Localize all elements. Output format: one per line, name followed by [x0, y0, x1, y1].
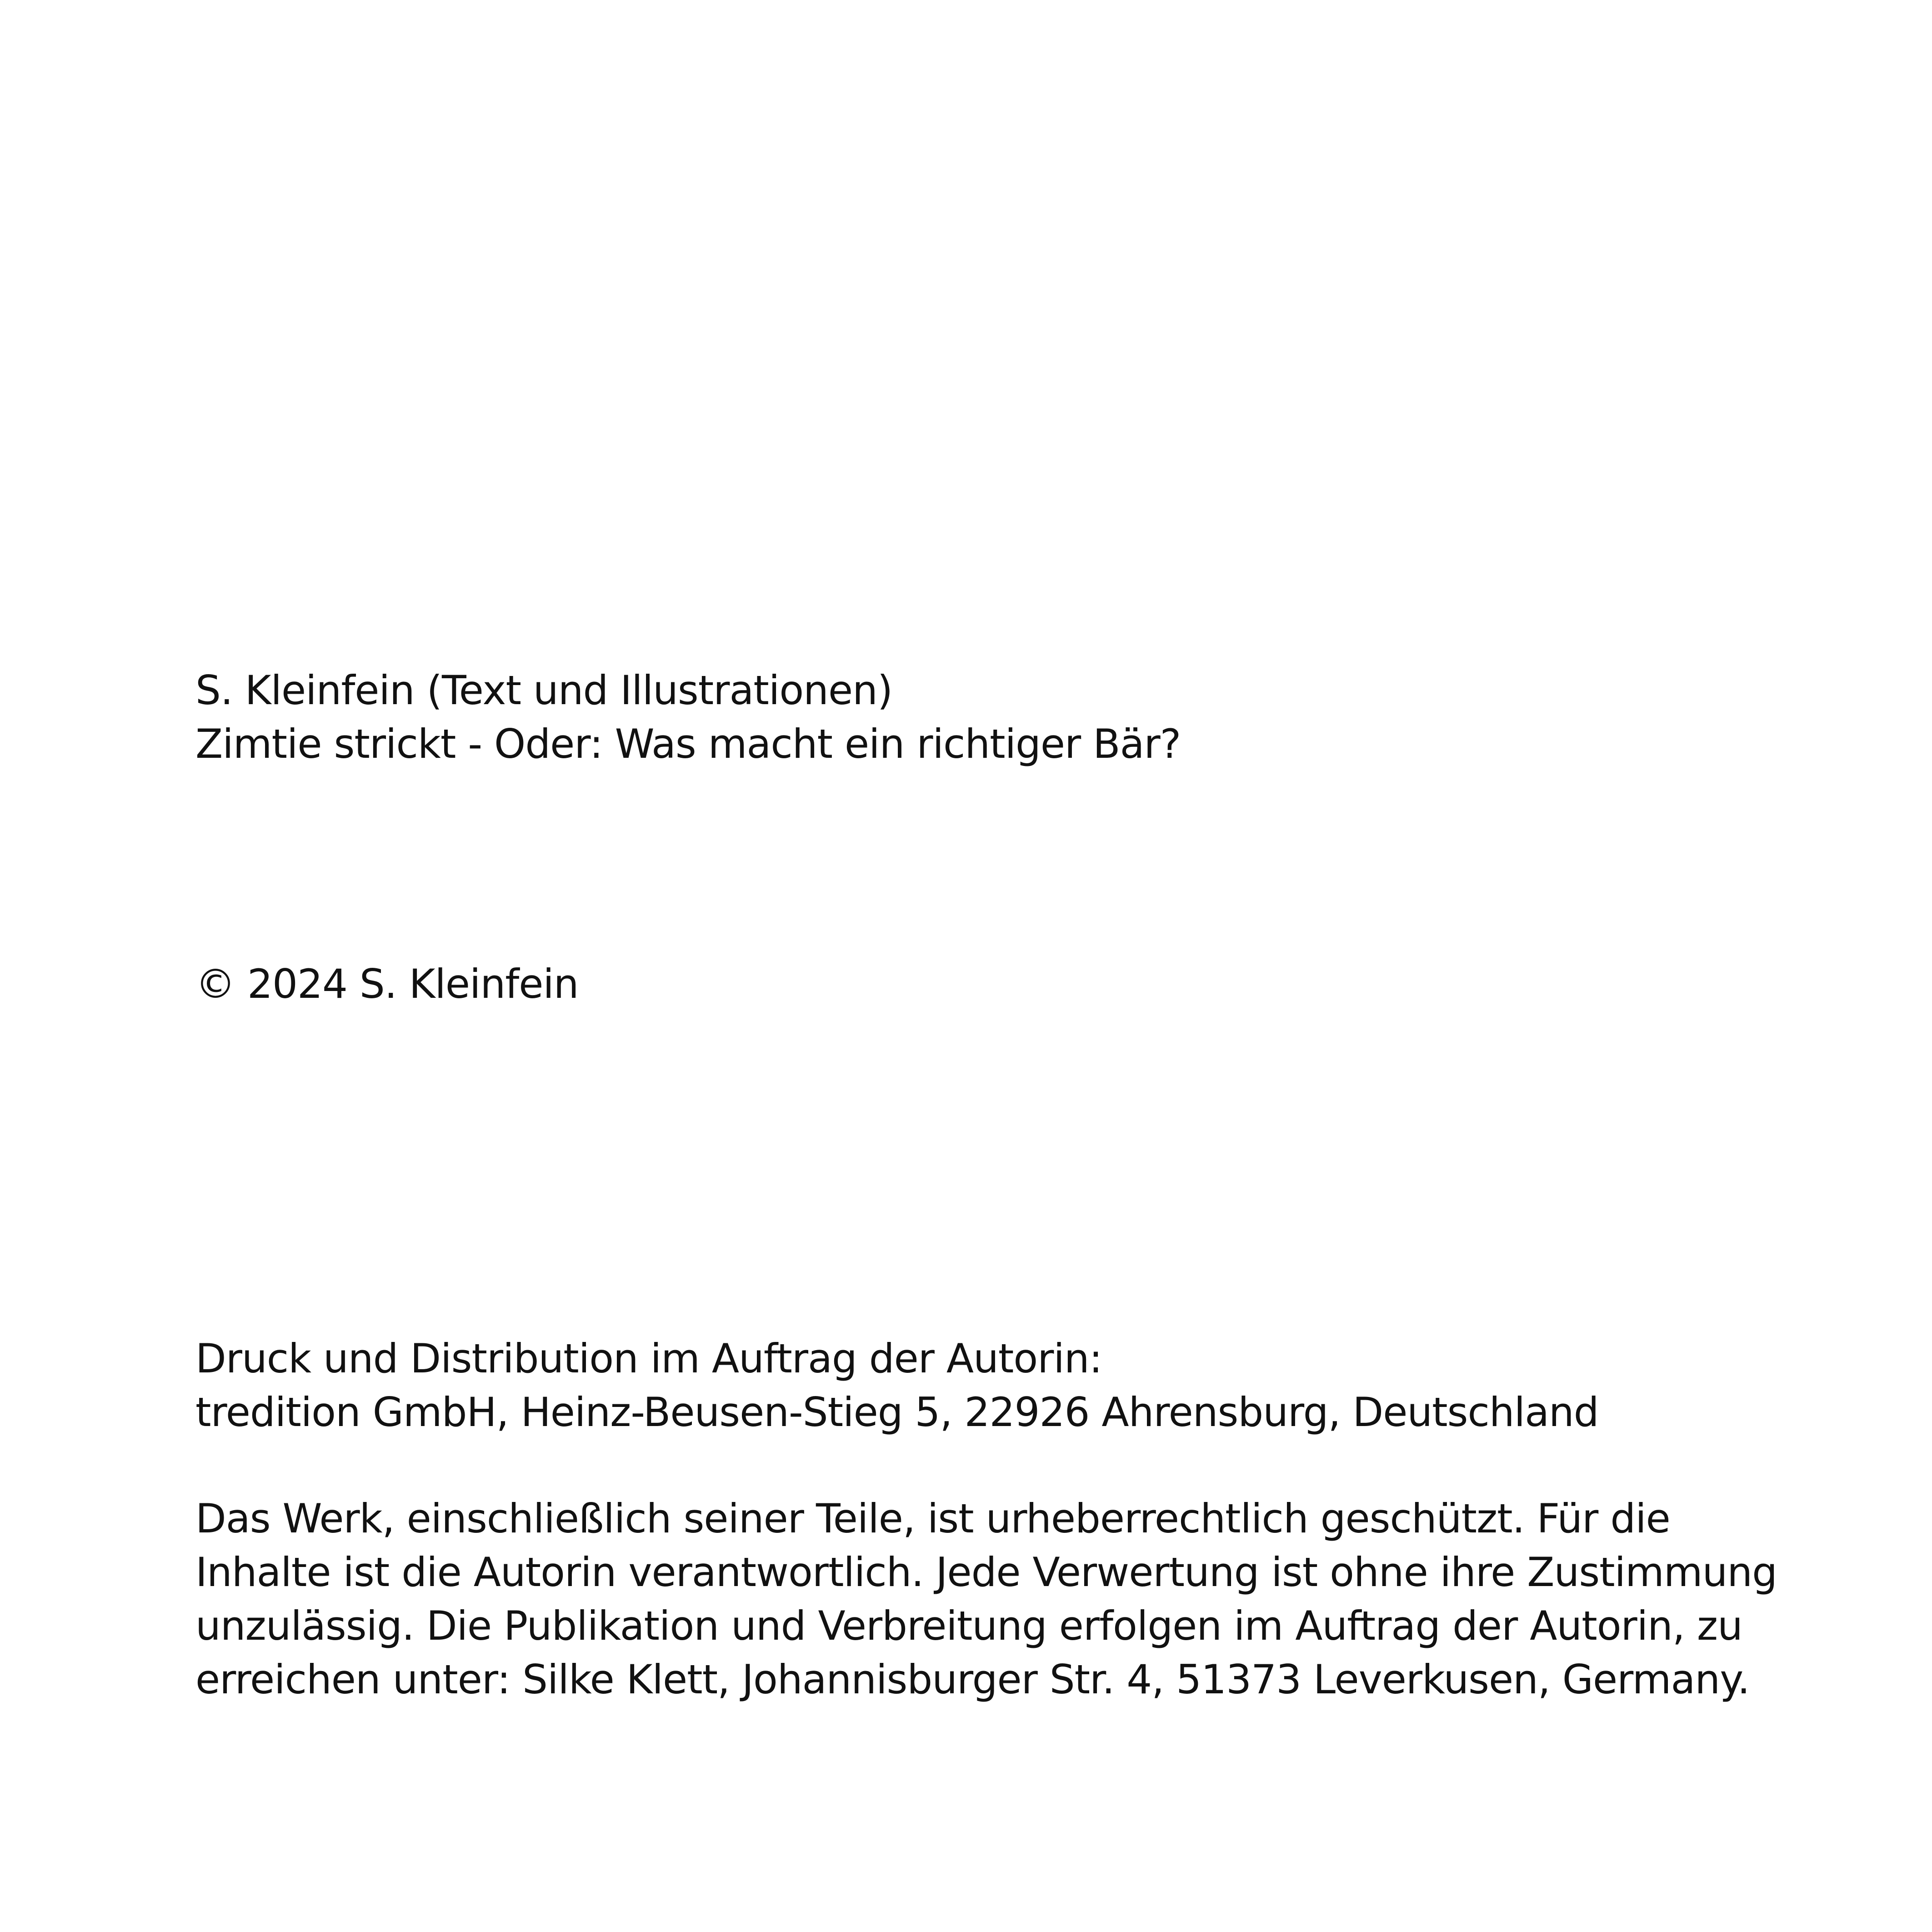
legal-notice-line: unzulässig. Die Publikation und Verbreitung erfolgen im Auftrag der Autorin, zu [195, 1602, 1742, 1649]
legal-notice-line: erreichen unter: Silke Klett, Johannisburger Str. 4, 51373 Leverkusen, Germany. [195, 1656, 1750, 1703]
credits-block [195, 664, 1832, 771]
printer-address: tredition GmbH, Heinz-Beusen-Stieg 5, 22926 Ahrensburg, Deutschland [195, 1389, 1599, 1436]
author-line: S. Kleinfein (Text und Illustrationen) [195, 667, 893, 714]
book-title-line: Zimtie strickt - Oder: Was macht ein richtiger Bär? [195, 721, 1181, 767]
copyright-line: © 2024 S. Kleinfein [195, 961, 579, 1007]
legal-notice-line: Inhalte ist die Autorin verantwortlich. Jede Verwertung ist ohne ihre Zustimmung [195, 1549, 1777, 1596]
printer-block [195, 1332, 1832, 1439]
legal-notice-line: Das Werk, einschließlich seiner Teile, ist urheberrechtlich geschützt. Für die [195, 1495, 1670, 1542]
copyright-block [195, 957, 1832, 1011]
legal-notice-block [195, 1492, 1832, 1707]
printer-heading: Druck und Distribution im Auftrag der Autorin: [195, 1335, 1102, 1382]
